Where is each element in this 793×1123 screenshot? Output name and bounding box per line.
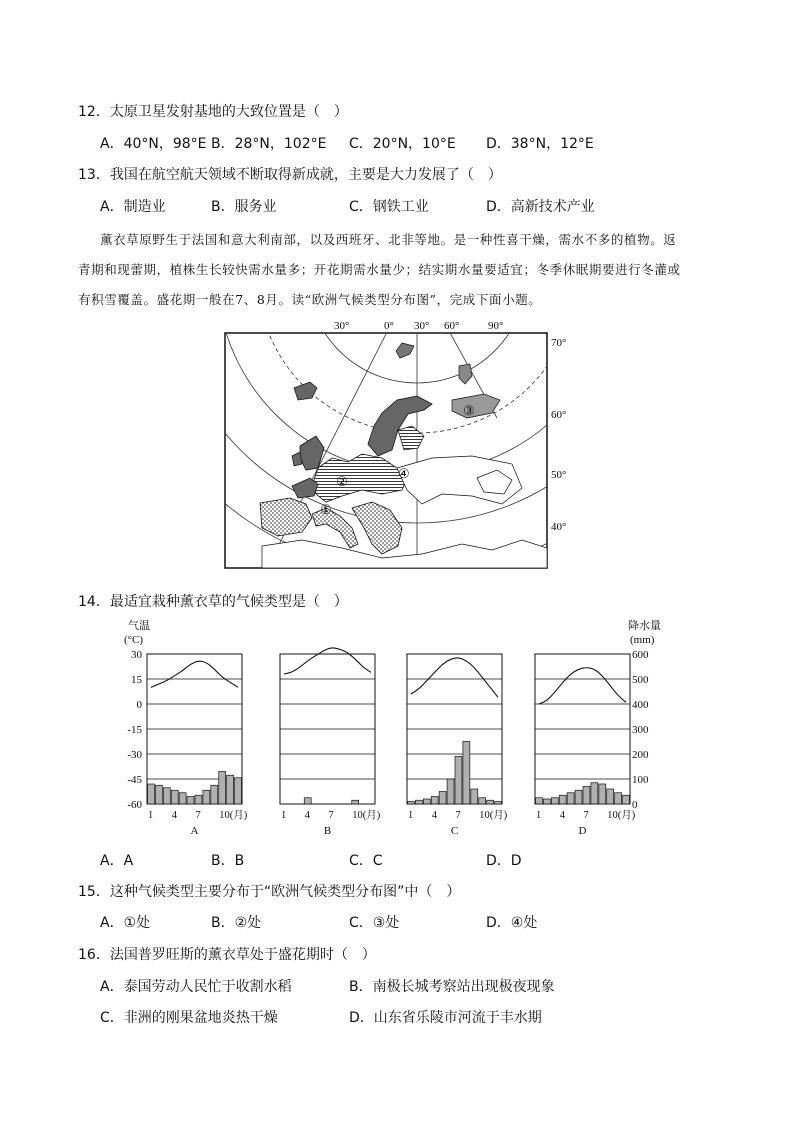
temp-axis-title-line2: (°C) [124,634,144,646]
q12-option-a[interactable]: A．40°N，98°E [100,136,207,152]
map-latitude-labels [551,337,566,533]
climate-chart-a [147,654,248,837]
passage-line-3: 有积雪覆盖。盛花期一般在7、8月。读“欧洲气候类型分布图”，完成下面小题。 [78,292,542,307]
precip-bar [575,790,582,804]
month-tick-label: 7 [583,810,589,821]
q16-stem: 16．法国普罗旺斯的薰衣草处于盛花期时（ ） [78,947,376,963]
precip-bar [431,797,438,805]
month-tick-label: 1 [280,810,287,821]
precip-bar [219,772,226,805]
precip-bar [235,778,242,804]
precip-bar [447,779,454,804]
lon-label-0: 0° [384,320,394,332]
q12-option-d[interactable]: D．38°N，12°E [486,136,594,152]
q16-option-c[interactable]: C．非洲的刚果盆地炎热干燥 [100,1010,278,1026]
month-tick-label: 10(月) [219,810,248,821]
climate-chart-d [535,654,636,837]
climate-chart-c [407,654,508,837]
precip-axis-title-line2: (mm) [630,634,655,646]
precip-bar [148,784,155,804]
temp-tick-label: 0 [136,699,142,711]
month-tick-label: 4 [559,810,565,821]
precip-bar [187,797,194,805]
q15-option-a[interactable]: A．①处 [100,915,151,931]
temp-tick-label: -60 [127,799,142,811]
precip-tick-label: 400 [632,699,649,711]
precip-bar [415,800,422,804]
month-tick-label: 7 [455,810,461,821]
lat-label-70: 70° [551,337,567,349]
chart-name-label: A [190,825,199,837]
precip-bar [195,795,202,804]
precip-bar [551,798,558,804]
precip-bar [559,795,566,804]
temp-tick-label: 30 [131,649,142,661]
temp-tick-label: -15 [127,724,142,736]
q12-stem: 12．太原卫星发射基地的大致位置是（ ） [78,104,348,120]
precip-bar [495,802,502,805]
precip-bar [171,790,178,804]
temp-tick-labels [127,649,142,811]
temp-axis-title [124,618,150,646]
q13-option-b[interactable]: B．服务业 [211,199,277,215]
precip-bar [599,784,606,804]
q15-stem: 15．这种气候类型主要分布于“欧洲气候类型分布图”中（ ） [78,884,461,900]
q15-option-b[interactable]: B．②处 [211,915,262,931]
q13-option-a[interactable]: A．制造业 [100,199,166,215]
precip-tick-label: 200 [632,749,649,761]
marker-2: ② [336,474,348,489]
lat-label-40: 40° [551,521,567,533]
passage-line-1: 薰衣草原野生于法国和意大利南部，以及西班牙、北非等地。是一种性喜干燥，需水不多的植物。返 [100,232,677,247]
precip-bar [227,775,234,804]
q13-option-c[interactable]: C．钢铁工业 [349,199,429,215]
temp-tick-label: -45 [127,774,142,786]
precip-bar [607,789,614,804]
lon-label-30w: 30° [334,320,350,332]
lon-label-90e: 90° [488,320,504,332]
precip-bar [304,798,311,804]
precip-tick-label: 100 [632,774,649,786]
temp-tick-label: -30 [127,749,142,761]
precip-bar [211,785,218,804]
month-tick-label: 1 [407,810,414,821]
month-tick-label: 7 [195,810,201,821]
month-tick-label: 1 [535,810,542,821]
precip-bar [203,790,210,804]
precip-tick-label: 600 [632,649,649,661]
month-tick-label: 4 [304,810,310,821]
precip-bar [543,799,550,804]
precip-bar [479,798,486,804]
lat-label-60: 60° [551,409,567,421]
chart-name-label: D [578,825,587,837]
q12-option-b[interactable]: B．28°N，102°E [211,136,327,152]
temp-tick-label: 15 [131,674,142,686]
q15-option-c[interactable]: C．③处 [349,915,400,931]
q14-option-d[interactable]: D．D [486,853,522,869]
marker-1: ① [320,502,332,517]
precip-bar [352,800,359,804]
precip-bar [163,788,170,804]
q15-option-d[interactable]: D．④处 [486,915,538,931]
precip-bar [567,793,574,804]
month-tick-label: 4 [431,810,437,821]
month-tick-label: 10(月) [352,810,381,821]
temp-axis-title-line1: 气温 [128,620,150,632]
precip-bar [155,785,162,804]
marker-4: ④ [398,466,410,481]
passage-line-2: 青期和现蕾期，植株生长较快需水量多；开花期需水量少；结实期水量要适宜；冬季休眠期要进行冬灌或 [78,262,681,277]
month-tick-label: 10(月) [607,810,636,821]
month-tick-label: 10(月) [479,810,508,821]
precip-axis-title-line1: 降水量 [628,620,661,632]
lon-label-60e: 60° [444,320,460,332]
climate-charts [110,617,670,842]
precip-bar [463,742,470,805]
precip-bar [487,800,494,804]
q16-option-b[interactable]: B．南极长城考察站出现极夜现象 [349,979,555,995]
month-tick-label: 4 [171,810,177,821]
precip-axis-title [628,618,661,646]
q14-option-c[interactable]: C．C [349,853,383,869]
q14-option-a[interactable]: A．A [100,853,134,869]
precip-bar [591,783,598,804]
precip-bar [455,757,462,805]
q13-stem: 13．我国在航空航天领域不断取得新成就，主要是大力发展了（ ） [78,167,502,183]
europe-climate-map [222,318,572,571]
precip-bar [439,792,446,805]
q16-option-d[interactable]: D．山东省乐陵市河流于丰水期 [349,1010,542,1026]
q14-stem: 14．最适宜栽种薰衣草的气候类型是（ ） [78,594,348,610]
month-tick-label: 7 [328,810,334,821]
precip-bar [623,795,630,804]
precip-bar [179,793,186,804]
precip-bar [536,798,543,804]
chart-name-label: C [450,825,459,837]
lat-label-50: 50° [551,469,567,481]
precip-bar [583,787,590,805]
precip-bar [615,793,622,804]
map-longitude-labels [334,320,503,332]
precip-bar [408,802,415,805]
q16-option-a[interactable]: A．泰国劳动人民忙于收割水稻 [100,979,292,995]
climate-chart-b [280,648,381,837]
precip-tick-labels [632,649,649,811]
month-tick-label: 1 [147,810,154,821]
q12-option-c[interactable]: C．20°N，10°E [349,136,456,152]
q14-option-b[interactable]: B．B [211,853,245,869]
precip-bar [423,799,430,804]
marker-3: ③ [463,403,475,418]
precip-tick-label: 300 [632,724,649,736]
lon-label-30e: 30° [414,320,430,332]
precip-tick-label: 500 [632,674,649,686]
precip-bar [471,789,478,804]
chart-name-label: B [323,825,332,837]
precip-tick-label: 0 [632,799,638,811]
q13-option-d[interactable]: D．高新技术产业 [486,199,595,215]
chart-panels [147,648,636,837]
